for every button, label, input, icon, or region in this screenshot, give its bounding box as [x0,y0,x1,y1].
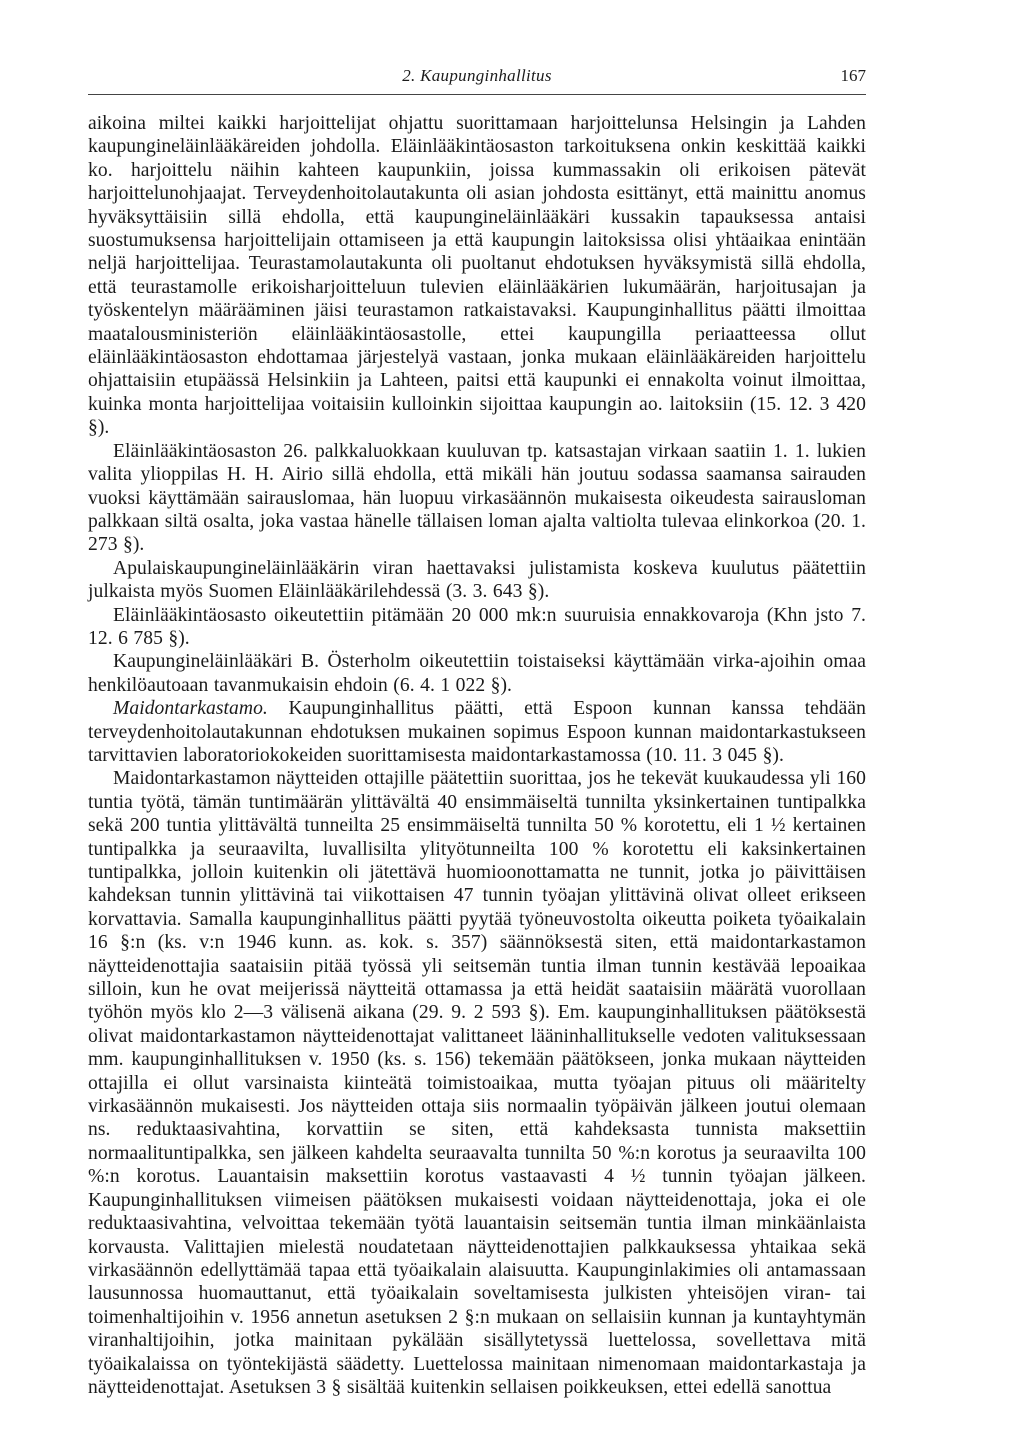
paragraph-maidontarkastamo [88,697,866,767]
paragraph-maidontarkastamo-text: Kaupunginhallitus päätti, että Espoon kunnan kanssa tehdään terveydenhoitolautakunnan ehdotuksen mukainen sopimus Espoon kunnan maidontarkastukseen tarvittavien laboratoriokokeiden suorittamisesta maidontarkastamossa (10. 11. 3 045 §). [88,698,866,766]
chapter-title: 2. Kaupunginhallitus [402,66,552,85]
paragraph-katsastaja: Eläinlääkintäosaston 26. palkkaluokkaan kuuluvan tp. katsastajan virkaan saatiin 1. 1. lukien valita ylioppilas H. H. Airio sillä ehdolla, että mikäli hän joutuu sodassa saamansa sairauden vuoksi käyttämään sairauslomaa, hän luopuu virkasäännön mukaisesta oikeudesta sairausloman palkkaan siltä osalta, joka vastaa hänelle tällaisen loman ajalta valtiolta tulevaa elinkorkoa (20. 1. 273 §). [88,440,866,556]
paragraph-harjoittelu: aikoina miltei kaikki harjoittelijat ohjattu suorittamaan harjoittelunsa Helsingin ja Lahden kaupungineläinlääkäreiden johdolla. Eläinlääkintäosaston tarkoituksena onkin keskittää kaikki ko. harjoittelu näihin kahteen kaupunkiin, joissa kummassakin oli erikoisen pätevät harjoittelunohjaajat. Terveydenhoitolautakunta oli asian johdosta esittänyt, että mainittu anomus hyväksyttäisiin sillä ehdolla, että kaupungineläinlääkäri kussakin tapauksessa antaisi suostumuksensa harjoittelijain ottamiseen ja että kaupungin laitoksissa olisi yhtäaikaa enintään neljä harjoittelijaa. Teurastamolautakunta oli puoltanut ehdotuksen hyväksymistä sillä ehdolla, että teurastamolle erikoisharjoitteluun tulevien eläinlääkärien lukumäärän, harjoitusajan ja työskentelyn määrääminen jäisi teurastamon ratkaistavaksi. Kaupunginhallitus päätti ilmoittaa maatalousministeriön eläinlääkintäosastolle, ettei kaupungilla periaatteessa ollut eläinlääkintäosaston ehdottamaa järjestelyä vastaan, jonka mukaan eläinlääkäreiden harjoittelu ohjattaisiin etupäässä Helsinkiin ja Lahteen, paitsi että kaupunki ei ennakolta voinut ilmoittaa, kuinka monta harjoittelijaa voitaisiin kulloinkin sijoittaa kaupungin ao. laitoksiin (15. 12. 3 420 §). [88,113,866,439]
paragraph-henkiloauto: Kaupungineläinlääkäri B. Österholm oikeutettiin toistaiseksi käyttämään virka-ajoihin omaa henkilöautoaan tavanmukaisin ehdoin (6. 4. 1 022 §). [88,651,866,696]
section-heading: Maidontarkastamo. [113,698,268,720]
paragraph-naytteidenottajat: Maidontarkastamon näytteiden ottajille päätettiin suorittaa, jos he tekevät kuukaudessa yli 160 tuntia työtä, tämän tuntimäärän ylittävältä 40 ensimmäiseltä tunnilta yksinkertainen tuntipalkka sekä 200 tuntia ylittävältä tunneilta 25 ensimmäiseltä tunnilta 50 % korotettu, eli 1 ½ kertainen tuntipalkka ja seuraavilta, luvallisilta ylityötunneilta 100 % korotettu eli kaksinkertainen tuntipalkka, jolloin kuitenkin oli jätettävä huomioonottamatta ne tunnit, jotka jo päivittäisen kahdeksan tunnin ylittävinä tai viikottaisen 47 tunnin työajan ylittävinä olivat olleet erikseen korvattavia. Samalla kaupunginhallitus päätti pyytää työneuvostolta oikeutta poiketa työaikalain 16 §:n (ks. v:n 1946 kunn. as. kok. s. 357) säännöksestä siten, että maidontarkastamon näytteidenottajia saataisiin pitää työssä yli seitsemän tuntia ilman tunnin kestävää lepoaikaa silloin, kun he ovat meijerissä näytteitä ottamassa ja että heidät saataisiin määrätä vuorollaan työhön myös klo 2—3 välisenä aikana (29. 9. 2 593 §). Em. kaupunginhallituksen päätöksestä olivat maidontarkastamon näytteidenottajat valittaneet lääninhallitukselle vedoten valituksessaan mm. kaupunginhallituksen v. 1950 (ks. s. 156) tekemään päätökseen, jonka mukaan näytteiden ottajilla ei ollut varsinaista kiinteätä toimistoaikaa, mutta työajan pituus oli määritelty virkasäännön mukaisesti. Jos näytteiden ottaja siis normaalin työpäivän jälkeen joutui olemaan ns. reduktaasivahtina, korvattiin se siten, että kahdeksasta tunnista maksettiin normaalituntipalkka, sen jälkeen kahdelta seuraavalta tunnilta 50 %:n korotus ja seuraavilta 100 %:n korotus. Lauantaisin maksettiin korotus vastaavasti 4 ½ tunnin työajan jälkeen. Kaupunginhallituksen viimeisen päätöksen mukaisesti voidaan näytteidenottaja, joka ei ole reduktaasivahtina, velvoittaa tekemään työtä lauantaisin seitsemän tuntia ilman minkäänlaista korvausta. Valittajien mielestä noudatetaan näytteidenottajien palkkauksessa yhtaikaa sekä virkasäännön edellyttämää tapaa että työaikalain alaisuutta. Kaupunginlakimies oli antamassaan lausunnossa huomauttanut, että työaikalain soveltamisesta julkisten yhteisöjen viran- tai toimenhaltijoihin v. 1956 annetun asetuksen 2 §:n mukaan on sellaisiin kunnan ja kuntayhtymän viranhaltijoihin, jotka mainitaan pykälään sisällytetyssä luettelossa, sovellettava mitä työaikalaissa on työntekijästä säädetty. Luettelossa mainitaan nimenomaan maidontarkastaja ja näytteidenottajat. Asetuksen 3 § sisältää kuitenkin sellaisen poikkeuksen, ettei edellä sanottua [88,768,866,1398]
page-number: 167 [840,66,866,85]
paragraph-kuulutus: Apulaiskaupungineläinlääkärin viran haettavaksi julistamista koskeva kuulutus päätettiin julkaista myös Suomen Eläinlääkärilehdessä (3. 3. 643 §). [88,557,866,603]
paragraph-ennakkovarat: Eläinlääkintäosasto oikeutettiin pitämään 20 000 mk:n suuruisia ennakkovaroja (Khn jsto 7. 12. 6 785 §). [88,604,866,649]
running-header [88,64,866,95]
body-text [88,112,866,1399]
